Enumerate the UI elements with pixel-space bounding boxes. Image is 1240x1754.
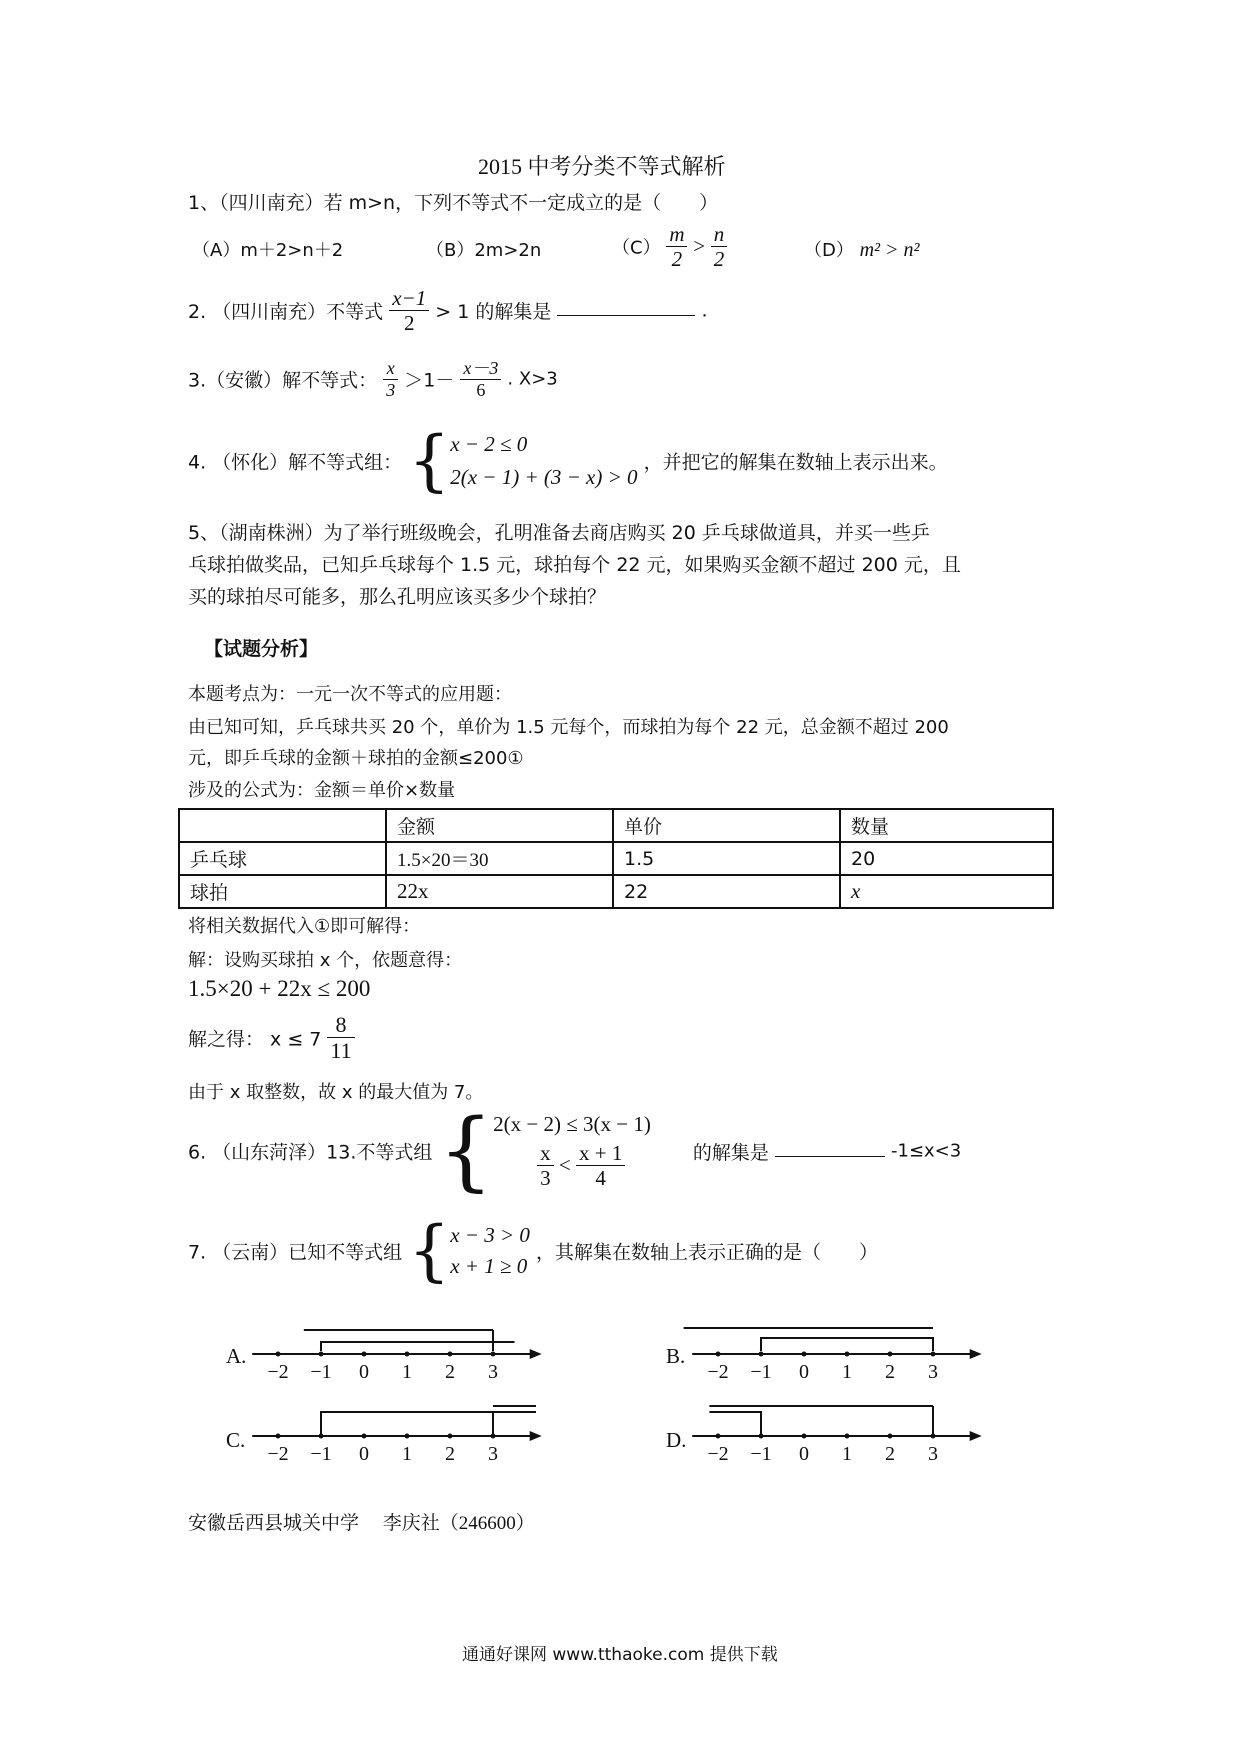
option-label: C.: [226, 1428, 246, 1452]
left-brace: {: [408, 422, 451, 499]
analysis-line-4: 涉及的公式为：金额＝单价×数量: [188, 780, 456, 801]
tick-label: 1: [402, 1361, 412, 1383]
option-label: B.: [666, 1344, 686, 1368]
tick-dot: [405, 1352, 410, 1357]
question-1-option-c: [612, 222, 727, 271]
tick-dot: [716, 1434, 721, 1439]
question-6-answer: -1≤x<3: [891, 1140, 962, 1162]
system-row-1: x − 2 ≤ 0: [450, 432, 528, 456]
system-row-2: [493, 1141, 651, 1190]
tick-label: 2: [445, 1361, 455, 1383]
question-2: [188, 286, 708, 335]
tick-label: 3: [488, 1361, 498, 1383]
tick-dot: [448, 1352, 453, 1357]
range-bracket: [321, 1342, 515, 1351]
tick-dot: [845, 1434, 850, 1439]
tick-dot: [802, 1434, 807, 1439]
question-3: [188, 358, 558, 400]
question-5-line-1: 5、（湖南株洲）为了举行班级晚会，孔明准备去商店购买 20 乒乓球做道具，并买一些乒: [188, 522, 930, 544]
question-4-suffix: ，并把它的解集在数轴上表示出来。: [643, 451, 948, 474]
tick-label: 1: [842, 1443, 852, 1465]
tick-dot: [716, 1352, 721, 1357]
question-1-text: 1、（四川南充）若 m>n，下列不等式不一定成立的是（ ）: [188, 192, 719, 214]
tick-label: 0: [359, 1361, 369, 1383]
analysis-line-3: 元，即乒乓球的金额＋球拍的金额≤200①: [188, 748, 524, 769]
tick-label: −2: [267, 1443, 289, 1465]
tick-label: 2: [885, 1361, 895, 1383]
option-c-label: （C）: [612, 237, 661, 259]
number-line-d-diagram: [698, 1400, 1018, 1464]
fraction-m-over-2: $\frac{m}{2}$: [666, 222, 687, 271]
tick-dot: [448, 1434, 453, 1439]
question-5-line-3: 买的球拍尽可能多，那么孔明应该买多少个球拍？: [188, 586, 607, 608]
analysis-heading: 【试题分析】: [204, 638, 319, 660]
axis-arrow: [970, 1431, 982, 1441]
question-7-prefix: 7. （云南）已知不等式组: [188, 1241, 403, 1264]
tick-label: −1: [750, 1443, 772, 1465]
tick-dot: [362, 1352, 367, 1357]
data-table: [178, 808, 1054, 909]
question-3-prefix: 3.（安徽）解不等式：: [188, 369, 378, 392]
system-row-2: 2(x − 1) + (3 − x) > 0: [450, 465, 638, 489]
solution-result-prefix: 解之得： x ≤ 7: [188, 1028, 322, 1051]
tick-dot: [759, 1352, 764, 1357]
fraction-x-minus-3-over-6: $\frac{x-3}{6}$: [460, 358, 501, 400]
number-line-b-diagram: [698, 1318, 1018, 1382]
question-1-option-b: （B）2m>2n: [426, 240, 542, 261]
fraction-x-plus-1-over-4: $\frac{x + 1}{4}$: [576, 1141, 625, 1190]
inequality-system: [408, 422, 638, 499]
number-line-option-a[interactable]: [222, 1318, 552, 1382]
question-6-prefix: 6. （山东菏泽）13.不等式组: [188, 1141, 433, 1164]
number-line-a-diagram: [258, 1318, 578, 1382]
tick-label: 3: [488, 1443, 498, 1465]
analysis-line-1: 本题考点为：一元一次不等式的应用题：: [188, 684, 512, 705]
number-line-option-d[interactable]: [662, 1400, 992, 1464]
tick-dot: [888, 1434, 893, 1439]
answer-blank: [775, 1155, 885, 1157]
tick-label: −2: [707, 1443, 729, 1465]
question-6-middle: 的解集是: [692, 1141, 769, 1164]
left-brace: {: [408, 1212, 451, 1289]
system-row-2: x + 1 ≥ 0: [450, 1254, 528, 1278]
tick-label: 3: [928, 1443, 938, 1465]
inequality-system: [408, 1212, 530, 1289]
tick-dot: [888, 1352, 893, 1357]
fraction-x-over-3: $\frac{x}{3}$: [537, 1141, 554, 1190]
tick-label: 0: [359, 1443, 369, 1465]
fraction-x-over-3: $\frac{x}{3}$: [383, 358, 398, 400]
tick-label: 2: [445, 1443, 455, 1465]
option-label: D.: [666, 1428, 687, 1452]
tick-label: −2: [267, 1361, 289, 1383]
question-1-option-d: [804, 236, 920, 262]
solution-conclusion: 由于 x 取整数，故 x 的最大值为 7。: [188, 1082, 484, 1103]
axis-arrow: [530, 1349, 542, 1359]
table-row: [179, 875, 1053, 908]
range-bracket: [321, 1412, 493, 1436]
tick-label: −1: [310, 1443, 332, 1465]
table-cell: 20: [840, 842, 1053, 875]
left-brace: {: [438, 1101, 494, 1201]
analysis-line-2: 由已知可知，乒乓球共买 20 个，单价为 1.5 元每个，而球拍为每个 22 元，总金额不超过 200: [188, 717, 949, 738]
tick-dot: [319, 1352, 324, 1357]
table-header-cell: 单价: [613, 809, 840, 842]
question-4-prefix: 4. （怀化）解不等式组：: [188, 451, 403, 474]
table-cell: 乒乓球: [179, 842, 386, 875]
number-line-option-b[interactable]: [662, 1318, 992, 1382]
tick-label: 2: [885, 1443, 895, 1465]
tick-label: 1: [842, 1361, 852, 1383]
page-footer: 通通好课网 www.tthaoke.com 提供下载: [462, 1645, 778, 1665]
page-title: 2015 中考分类不等式解析: [478, 154, 726, 179]
question-3-middle: ＞1－: [404, 369, 455, 392]
axis-arrow: [970, 1349, 982, 1359]
tick-label: −1: [750, 1361, 772, 1383]
solution-line-2: 解：设购买球拍 x 个，依题意得：: [188, 950, 463, 971]
solution-inequality: 1.5×20 + 22x ≤ 200: [188, 976, 371, 1001]
question-6: [188, 1101, 962, 1201]
fraction-8-over-11: $\frac{8}{11}$: [327, 1012, 354, 1064]
tick-dot: [405, 1434, 410, 1439]
question-2-middle: > 1 的解集是: [435, 301, 552, 324]
question-7: [188, 1212, 878, 1289]
inequality-system: [438, 1101, 651, 1201]
author-line: 安徽岳西县城关中学 李庆社（246600）: [188, 1513, 535, 1534]
option-label: A.: [226, 1344, 247, 1368]
fraction-n-over-2: $\frac{n}{2}$: [711, 222, 728, 271]
tick-label: 0: [799, 1361, 809, 1383]
option-d-expression: m² > n²: [859, 239, 920, 261]
answer-blank: [557, 314, 695, 316]
question-1-option-a: （A）m＋2>n＋2: [192, 240, 344, 261]
question-2-suffix: .: [701, 299, 708, 322]
tick-dot: [491, 1352, 496, 1357]
question-2-prefix: 2. （四川南充）不等式: [188, 301, 384, 324]
question-3-suffix: . X>3: [507, 368, 558, 390]
tick-label: −2: [707, 1361, 729, 1383]
system-row-1: 2(x − 2) ≤ 3(x − 1): [493, 1111, 651, 1136]
tick-dot: [276, 1352, 281, 1357]
table-row: [179, 842, 1053, 875]
less-than-sign: <: [558, 1153, 571, 1177]
tick-dot: [931, 1352, 936, 1357]
table-cell: 22: [613, 875, 840, 908]
number-line-c-diagram: [258, 1400, 578, 1464]
tick-dot: [845, 1352, 850, 1357]
table-header-cell: 数量: [840, 809, 1053, 842]
tick-label: 0: [799, 1443, 809, 1465]
question-5-line-2: 乓球拍做奖品，已知乒乓球每个 1.5 元，球拍每个 22 元，如果购买金额不超过 200 元，且: [188, 554, 961, 576]
number-line-option-c[interactable]: [222, 1400, 552, 1464]
table-header-cell: 金额: [386, 809, 613, 842]
range-bracket: [761, 1338, 933, 1351]
tick-label: 3: [928, 1361, 938, 1383]
tick-label: 1: [402, 1443, 412, 1465]
system-row-1: x − 3 > 0: [450, 1223, 530, 1247]
fraction-x-minus-1-over-2: $\frac{x-1}{2}$: [389, 286, 429, 335]
tick-dot: [276, 1434, 281, 1439]
solution-result: [188, 1012, 355, 1064]
table-header-cell: [179, 809, 386, 842]
greater-than-sign: >: [693, 234, 706, 259]
tick-dot: [362, 1434, 367, 1439]
solution-line-1: 将相关数据代入①即可解得：: [188, 916, 421, 937]
tick-dot: [802, 1352, 807, 1357]
table-cell: 1.5×20＝30: [386, 842, 613, 875]
table-cell: 1.5: [613, 842, 840, 875]
table-cell: x: [840, 875, 1053, 908]
question-7-suffix: ，其解集在数轴上表示正确的是（ ）: [535, 1241, 878, 1264]
question-4: [188, 422, 948, 499]
tick-label: −1: [310, 1361, 332, 1383]
lower-range-bracket: [709, 1412, 761, 1436]
table-cell: 球拍: [179, 875, 386, 908]
table-cell: 22x: [386, 875, 613, 908]
option-d-label: （D）: [804, 240, 854, 261]
axis-arrow: [530, 1431, 542, 1441]
table-header-row: [179, 809, 1053, 842]
